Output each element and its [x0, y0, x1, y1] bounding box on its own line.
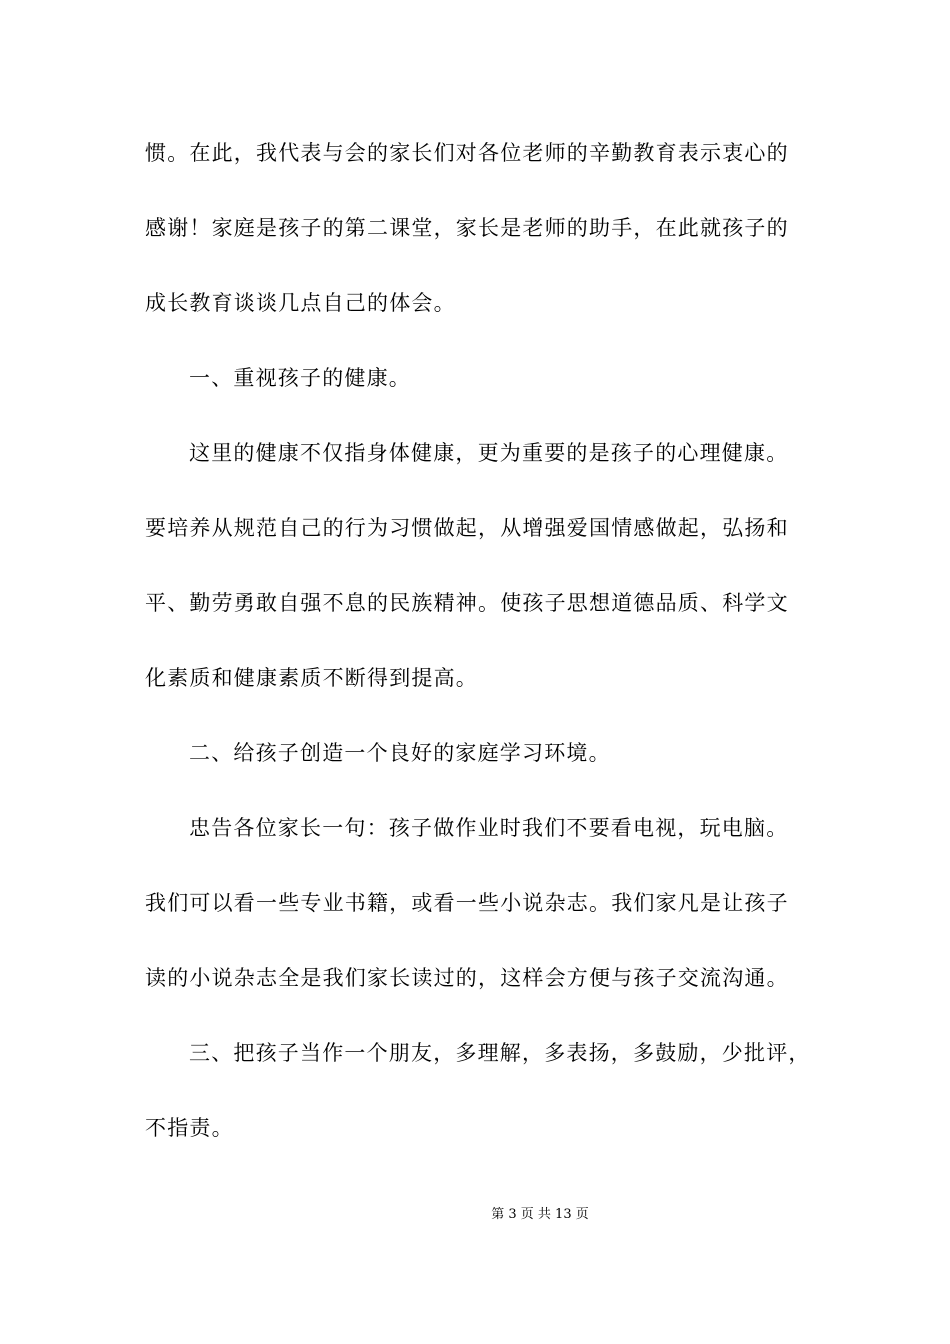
section-heading: 二、给孩子创造一个良好的家庭学习环境。: [189, 741, 611, 765]
paragraph-line: 惯。在此，我代表与会的家长们对各位老师的辛勤教育表示衷心的: [145, 141, 789, 165]
paragraph-line: 忠告各位家长一句：孩子做作业时我们不要看电视，玩电脑。: [189, 816, 789, 840]
paragraph-line: 成长教育谈谈几点自己的体会。: [145, 291, 456, 315]
section-heading: 三、把孩子当作一个朋友，多理解，多表扬，多鼓励，少批评，: [189, 1041, 811, 1065]
paragraph-line: 平、勤劳勇敢自强不息的民族精神。使孩子思想道德品质、科学文: [145, 591, 789, 615]
page-number-footer: 第 3 页 共 13 页: [491, 1207, 589, 1222]
paragraph-line: 要培养从规范自己的行为习惯做起，从增强爱国情感做起，弘扬和: [145, 516, 789, 540]
section-heading: 一、重视孩子的健康。: [189, 366, 411, 390]
paragraph-line: 读的小说杂志全是我们家长读过的，这样会方便与孩子交流沟通。: [145, 966, 789, 990]
paragraph-line: 感谢！家庭是孩子的第二课堂，家长是老师的助手，在此就孩子的: [145, 216, 789, 240]
paragraph-line: 不指责。: [145, 1116, 234, 1140]
paragraph-line: 这里的健康不仅指身体健康，更为重要的是孩子的心理健康。: [189, 441, 789, 465]
paragraph-line: 我们可以看一些专业书籍，或看一些小说杂志。我们家凡是让孩子: [145, 891, 789, 915]
paragraph-line: 化素质和健康素质不断得到提高。: [145, 666, 478, 690]
